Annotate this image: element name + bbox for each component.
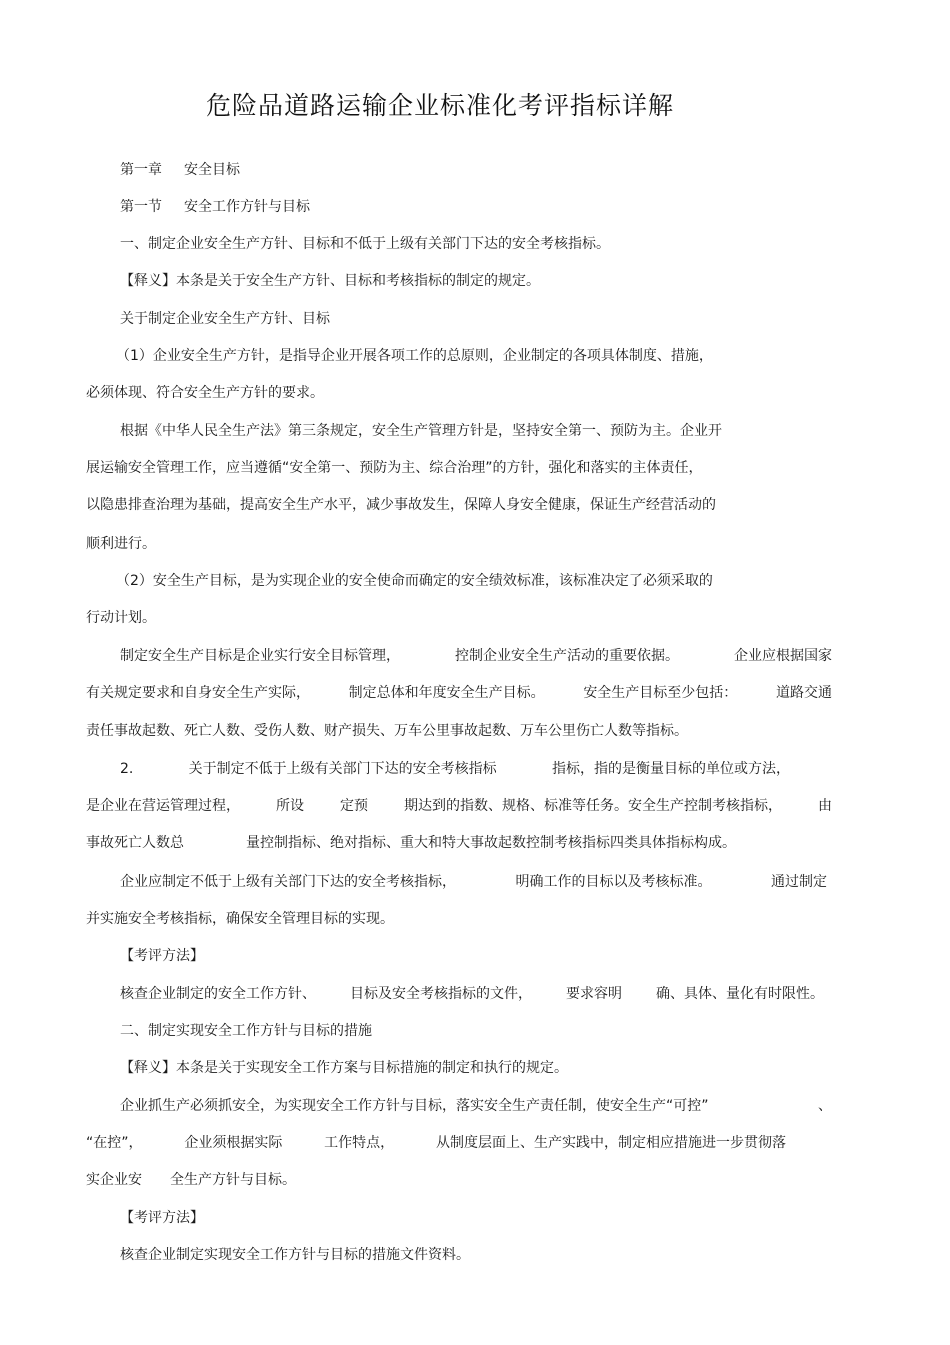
paragraph-line: 必须体现、符合安全生产方针的要求。 [86, 385, 324, 401]
method-label: 【考评方法】 [120, 948, 204, 964]
explanation-one: 【释义】本条是关于安全生产方针、目标和考核指标的制定的规定。 [120, 273, 540, 289]
method-label: 【考评方法】 [120, 1210, 204, 1226]
paragraph-line [86, 1170, 296, 1190]
text-segment: 定预 [340, 798, 368, 814]
text-segment: 由 [818, 798, 832, 814]
paragraph-line [86, 683, 832, 703]
paragraph-line: 责任事故起数、死亡人数、受伤人数、财产损失、万车公里事故起数、万车公里伤亡人数等指标。 [86, 723, 688, 739]
explanation-two: 【释义】本条是关于实现安全工作方案与目标措施的制定和执行的规定。 [120, 1060, 568, 1076]
text-segment: 控制企业安全生产活动的重要依据。 [455, 648, 679, 664]
text-segment: 制定安全生产目标是企业实行安全目标管理， [120, 648, 400, 664]
chapter-label: 第一章 [120, 162, 162, 178]
chapter-name: 安全目标 [184, 162, 240, 178]
paragraph-line [120, 984, 824, 1004]
text-segment: 关于制定不低于上级有关部门下达的安全考核指标 [188, 761, 497, 777]
paragraph-line [86, 1133, 786, 1153]
text-segment: 企业须根据实际 [184, 1135, 283, 1151]
text-segment: 企业抓生产必须抓安全，为实现安全工作方针与目标，落实安全生产责任制，使安全生产“可控” [120, 1098, 709, 1114]
text-segment: “在控”， [86, 1135, 143, 1151]
text-segment: 企业应根据国家 [734, 648, 832, 664]
paragraph-line: （2）安全生产目标，是为实现企业的安全使命而确定的安全绩效标准，该标准决定了必须采取的 [116, 573, 713, 589]
paragraph-line: 顺利进行。 [86, 536, 156, 552]
paragraph-line: 核查企业制定实现安全工作方针与目标的措施文件资料。 [120, 1247, 470, 1263]
section-label: 第一节 [120, 199, 162, 215]
text-segment: 企业应制定不低于上级有关部门下达的安全考核指标， [120, 874, 456, 890]
text-segment: 目标及安全考核指标的文件， [350, 986, 532, 1002]
chapter-heading [120, 160, 240, 180]
text-segment: 制定总体和年度安全生产目标。 [348, 685, 545, 701]
paragraph-line [120, 872, 827, 892]
text-segment: 道路交通 [775, 685, 832, 701]
text-segment: 工作特点， [324, 1135, 395, 1151]
section-heading [120, 197, 310, 217]
paragraph-line: 展运输安全管理工作，应当遵循“安全第一、预防为主、综合治理”的方针，强化和落实的主体责任， [86, 460, 703, 476]
text-segment: 从制度层面上、生产实践中，制定相应措施进一步贯彻落 [436, 1135, 786, 1151]
paragraph-line: 以隐患排查治理为基础，提高安全生产水平，减少事故发生，保障人身安全健康，保证生产经营活动的 [86, 497, 716, 513]
paragraph-line: 行动计划。 [86, 610, 156, 626]
text-segment: 确、具体、量化有时限性。 [656, 986, 824, 1002]
paragraph-line: 根据《中华人民全生产法》第三条规定，安全生产管理方针是，坚持安全第一、预防为主。企业开 [120, 423, 722, 439]
text-segment: 要求容明 [566, 986, 622, 1002]
text-segment: 通过制定 [771, 874, 827, 890]
paragraph-line [120, 759, 790, 779]
text-segment: 实企业安 [86, 1172, 142, 1188]
text-segment: 指标，指的是衡量目标的单位或方法， [551, 761, 790, 777]
paragraph-line [120, 1096, 832, 1116]
text-segment: 事故死亡人数总 [86, 835, 184, 851]
text-segment: 有关规定要求和自身安全生产实际， [86, 685, 310, 701]
sub-heading: 关于制定企业安全生产方针、目标 [120, 311, 330, 327]
document-title: 危险品道路运输企业标准化考评指标详解 [205, 91, 674, 120]
paragraph-line [120, 646, 832, 666]
item-one-heading: 一、制定企业安全生产方针、目标和不低于上级有关部门下达的安全考核指标。 [120, 236, 610, 252]
text-segment: 是企业在营运管理过程， [86, 798, 240, 814]
text-segment: 2. [120, 761, 134, 777]
text-segment: 所设 [276, 798, 304, 814]
text-segment: 明确工作的目标以及考核标准。 [515, 874, 712, 890]
paragraph-line [86, 796, 832, 816]
text-segment: 、 [818, 1098, 832, 1114]
text-segment: 核查企业制定的安全工作方针、 [120, 986, 316, 1002]
paragraph-line: （1）企业安全生产方针，是指导企业开展各项工作的总原则，企业制定的各项具体制度、措施， [116, 348, 713, 364]
paragraph-line [86, 833, 736, 853]
item-two-heading: 二、制定实现安全工作方针与目标的措施 [120, 1023, 372, 1039]
paragraph-line: 并实施安全考核指标，确保安全管理目标的实现。 [86, 911, 394, 927]
text-segment: 全生产方针与目标。 [170, 1172, 296, 1188]
section-name: 安全工作方针与目标 [184, 199, 310, 215]
text-segment: 期达到的指数、规格、标准等任务。安全生产控制考核指标， [404, 798, 782, 814]
text-segment: 量控制指标、绝对指标、重大和特大事故起数控制考核指标四类具体指标构成。 [246, 835, 736, 851]
text-segment: 安全生产目标至少包括： [583, 685, 738, 701]
